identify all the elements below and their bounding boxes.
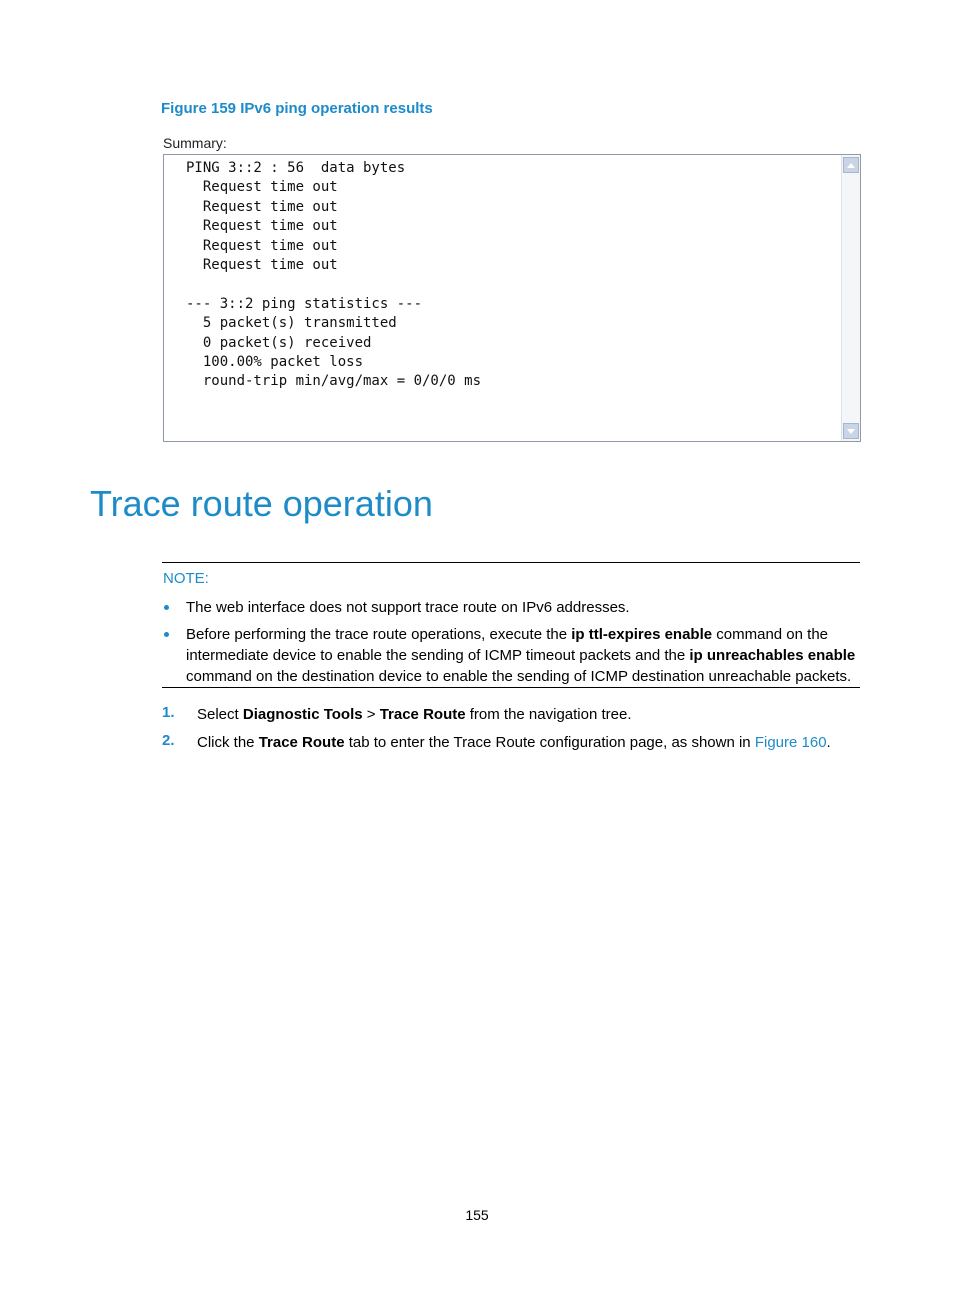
section-title: Trace route operation <box>90 483 433 524</box>
scroll-up-button[interactable] <box>843 157 859 173</box>
figure-160-link[interactable]: Figure 160 <box>754 734 827 751</box>
note-top-divider <box>162 562 860 563</box>
note-bullet-2: Before performing the trace route operations, execute the ip ttl-expires enable command on the intermediate device to enable the sending of ICMP timeout packets and the ip unreachables enable command on the destination device to enable the sending of ICMP destination unreachable packets. <box>186 626 856 685</box>
note-bullet-1: The web interface does not support trace route on IPv6 addresses. <box>186 599 630 616</box>
bullet-icon <box>164 605 169 610</box>
page-number: 155 <box>465 1207 489 1223</box>
arrow-down-icon <box>847 429 855 434</box>
bullet-icon <box>164 632 169 637</box>
step-number: 1. <box>162 704 175 721</box>
step-1-text: Select Diagnostic Tools > Trace Route from the navigation tree. <box>197 706 632 723</box>
note-label: NOTE: <box>163 570 209 587</box>
vertical-scrollbar[interactable] <box>841 155 860 441</box>
scroll-down-button[interactable] <box>843 423 859 439</box>
ping-output: PING 3::2 : 56 data bytes Request time out Request time out Request time out Request time out Request time out --- 3::2 ping statistics --- 5 packet(s) transmitted 0 packet(s) received 100.00% packet loss round-trip min/avg/max = 0/0/0 ms <box>186 160 482 390</box>
step-number: 2. <box>162 732 175 749</box>
note-bottom-divider <box>162 687 860 688</box>
arrow-up-icon <box>847 163 855 168</box>
summary-label: Summary: <box>163 135 227 151</box>
step-2-text: Click the Trace Route tab to enter the Trace Route configuration page, as shown in Figure 160. <box>197 734 831 751</box>
figure-caption: Figure 159 IPv6 ping operation results <box>161 100 433 117</box>
summary-textarea[interactable] <box>163 154 861 442</box>
